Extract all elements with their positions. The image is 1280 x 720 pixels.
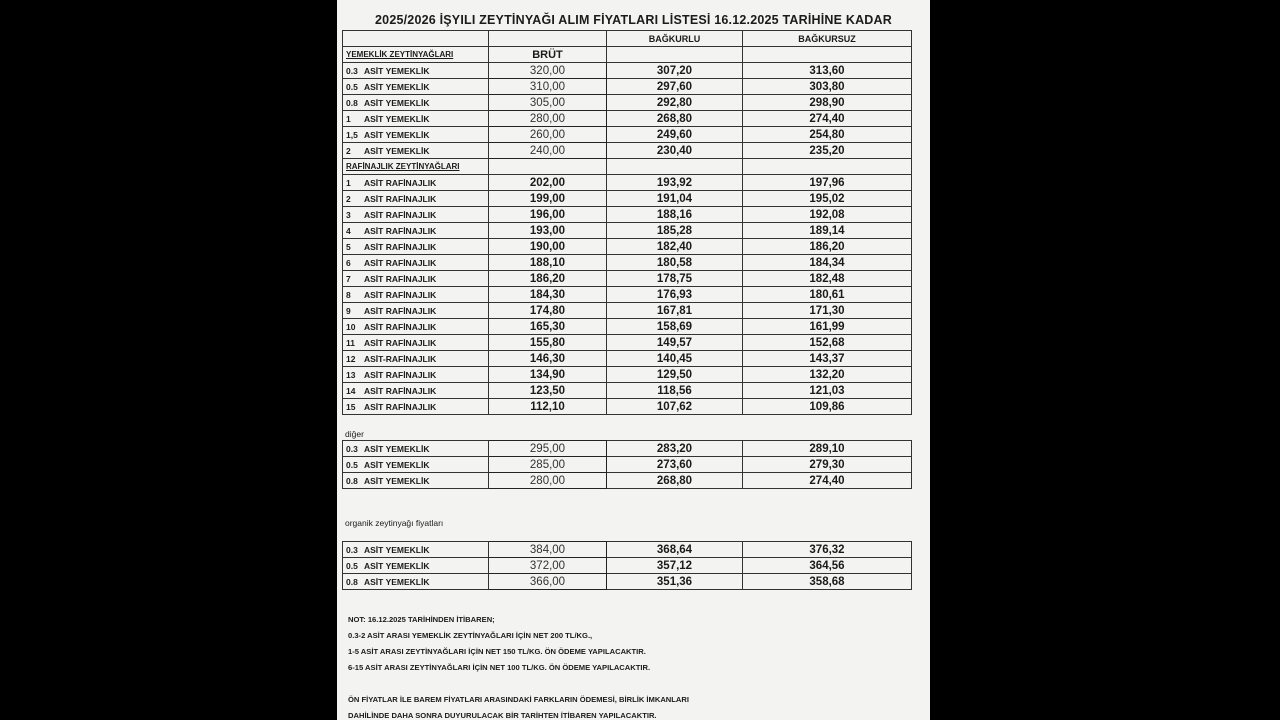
acid-value: 9 xyxy=(346,305,351,316)
bagkursuz-header: BAĞKURSUZ xyxy=(743,31,912,47)
acid-value: 2 xyxy=(346,193,351,204)
acid-value: 13 xyxy=(346,369,356,380)
acid-type-cell xyxy=(343,335,489,351)
acid-type-cell xyxy=(343,175,489,191)
bagkursuz-price-cell: 289,10 xyxy=(743,441,912,457)
bagkursuz-price-cell: 161,99 xyxy=(743,319,912,335)
bagkurlu-price-cell: 107,62 xyxy=(607,399,743,415)
bagkursuz-price-cell: 303,80 xyxy=(743,79,912,95)
brut-price-cell: 112,10 xyxy=(489,399,607,415)
acid-type-cell xyxy=(343,287,489,303)
brut-price-cell: 202,00 xyxy=(489,175,607,191)
page-title: 2025/2026 İŞYILI ZEYTİNYAĞI ALIM FİYATLARI LİSTESİ 16.12.2025 TARİHİNE KADAR xyxy=(375,13,892,27)
acid-value: 10 xyxy=(346,321,356,332)
acid-value: 14 xyxy=(346,385,356,396)
bagkurlu-price-cell: 140,45 xyxy=(607,351,743,367)
acid-value: 12 xyxy=(346,353,356,364)
acid-value: 0.3 xyxy=(346,544,358,555)
bagkurlu-price-cell: 230,40 xyxy=(607,143,743,159)
acid-type-cell xyxy=(343,271,489,287)
bagkurlu-header: BAĞKURLU xyxy=(607,31,743,47)
section-rafinajlik: RAFİNAJLIK ZEYTİNYAĞLARI xyxy=(343,159,489,175)
bagkurlu-price-cell: 118,56 xyxy=(607,383,743,399)
bagkursuz-price-cell: 358,68 xyxy=(743,574,912,590)
acid-value: 0.5 xyxy=(346,560,358,571)
bagkursuz-price-cell: 189,14 xyxy=(743,223,912,239)
brut-price-cell: 372,00 xyxy=(489,558,607,574)
brut-price-cell: 285,00 xyxy=(489,457,607,473)
oil-type-label: ASİT RAFİNAJLIK xyxy=(364,369,437,380)
note-line: NOT: 16.12.2025 TARİHİNDEN İTİBAREN; xyxy=(348,615,495,624)
table-row xyxy=(343,223,912,239)
acid-value: 0.3 xyxy=(346,443,358,454)
main-price-table xyxy=(342,30,912,415)
bagkurlu-price-cell: 292,80 xyxy=(607,95,743,111)
bagkursuz-price-cell: 186,20 xyxy=(743,239,912,255)
acid-type-cell xyxy=(343,441,489,457)
acid-value: 6 xyxy=(346,257,351,268)
oil-type-label: ASİT RAFİNAJLIK xyxy=(364,385,437,396)
acid-value: 0.8 xyxy=(346,97,358,108)
price-list-document xyxy=(337,0,930,720)
bagkursuz-price-cell: 364,56 xyxy=(743,558,912,574)
bagkursuz-price-cell: 195,02 xyxy=(743,191,912,207)
acid-value: 3 xyxy=(346,209,351,220)
brut-price-cell: 199,00 xyxy=(489,191,607,207)
bagkurlu-price-cell: 249,60 xyxy=(607,127,743,143)
note-line: DAHİLİNDE DAHA SONRA DUYURULACAK BİR TARİHTEN İTİBAREN YAPILACAKTIR. xyxy=(348,711,657,720)
table-row xyxy=(343,271,912,287)
acid-type-cell xyxy=(343,79,489,95)
oil-type-label: ASİT YEMEKLİK xyxy=(364,576,430,587)
brut-price-cell: 240,00 xyxy=(489,143,607,159)
bagkurlu-price-cell: 129,50 xyxy=(607,367,743,383)
oil-type-label: ASİT RAFİNAJLIK xyxy=(364,257,437,268)
bagkurlu-price-cell: 182,40 xyxy=(607,239,743,255)
notes-block xyxy=(348,612,689,720)
header-row-top xyxy=(343,31,912,47)
brut-price-cell: 193,00 xyxy=(489,223,607,239)
acid-value: 11 xyxy=(346,337,355,348)
acid-type-cell xyxy=(343,574,489,590)
acid-value: 4 xyxy=(346,225,351,236)
bagkurlu-price-cell: 180,58 xyxy=(607,255,743,271)
acid-value: 0.5 xyxy=(346,81,358,92)
table-row xyxy=(343,255,912,271)
acid-type-cell xyxy=(343,207,489,223)
brut-price-cell: 196,00 xyxy=(489,207,607,223)
acid-type-cell xyxy=(343,95,489,111)
bagkursuz-price-cell: 184,34 xyxy=(743,255,912,271)
bagkurlu-price-cell: 357,12 xyxy=(607,558,743,574)
table-row xyxy=(343,127,912,143)
acid-type-cell xyxy=(343,473,489,489)
oil-type-label: ASİT YEMEKLİK xyxy=(364,560,430,571)
bagkurlu-price-cell: 273,60 xyxy=(607,457,743,473)
table-row xyxy=(343,351,912,367)
table-row xyxy=(343,303,912,319)
bagkurlu-price-cell: 167,81 xyxy=(607,303,743,319)
acid-type-cell xyxy=(343,399,489,415)
diger-rows xyxy=(343,441,912,489)
acid-type-cell xyxy=(343,239,489,255)
brut-price-cell: 310,00 xyxy=(489,79,607,95)
header-row-yemeklik xyxy=(343,47,912,63)
oil-type-label: ASİT RAFİNAJLIK xyxy=(364,337,437,348)
bagkursuz-price-cell: 376,32 xyxy=(743,542,912,558)
bagkurlu-price-cell: 268,80 xyxy=(607,111,743,127)
table-row xyxy=(343,367,912,383)
brut-price-cell: 184,30 xyxy=(489,287,607,303)
brut-price-cell: 174,80 xyxy=(489,303,607,319)
yemeklik-rows xyxy=(343,63,912,159)
bagkurlu-price-cell: 149,57 xyxy=(607,335,743,351)
acid-type-cell xyxy=(343,558,489,574)
brut-header: BRÜT xyxy=(489,47,607,63)
note-line: 6-15 ASİT ARASI ZEYTİNYAĞLARI İÇİN NET 100 TL/KG. ÖN ÖDEME YAPILACAKTIR. xyxy=(348,663,651,672)
oil-type-label: ASİT YEMEKLİK xyxy=(364,113,430,124)
bagkursuz-price-cell: 109,86 xyxy=(743,399,912,415)
table-row xyxy=(343,383,912,399)
table-row xyxy=(343,191,912,207)
table-row xyxy=(343,79,912,95)
section-organik: organik zeytinyağı fiyatları xyxy=(345,518,444,528)
oil-type-label: ASİT YEMEKLİK xyxy=(364,65,430,76)
acid-type-cell xyxy=(343,191,489,207)
oil-type-label: ASİT YEMEKLİK xyxy=(364,443,430,454)
acid-type-cell xyxy=(343,383,489,399)
bagkursuz-price-cell: 171,30 xyxy=(743,303,912,319)
bagkurlu-price-cell: 297,60 xyxy=(607,79,743,95)
bagkursuz-price-cell: 274,40 xyxy=(743,473,912,489)
brut-price-cell: 366,00 xyxy=(489,574,607,590)
oil-type-label: ASİT YEMEKLİK xyxy=(364,129,430,140)
oil-type-label: ASİT RAFİNAJLIK xyxy=(364,225,437,236)
oil-type-label: ASİT RAFİNAJLIK xyxy=(364,305,437,316)
bagkursuz-price-cell: 254,80 xyxy=(743,127,912,143)
acid-type-cell xyxy=(343,143,489,159)
bagkurlu-price-cell: 158,69 xyxy=(607,319,743,335)
brut-price-cell: 146,30 xyxy=(489,351,607,367)
acid-type-cell xyxy=(343,542,489,558)
table-row xyxy=(343,473,912,489)
bagkurlu-price-cell: 368,64 xyxy=(607,542,743,558)
brut-price-cell: 123,50 xyxy=(489,383,607,399)
bagkursuz-price-cell: 235,20 xyxy=(743,143,912,159)
brut-price-cell: 134,90 xyxy=(489,367,607,383)
section-diger: diğer xyxy=(345,429,364,439)
bagkursuz-price-cell: 121,03 xyxy=(743,383,912,399)
acid-value: 1 xyxy=(346,177,351,188)
table-row xyxy=(343,63,912,79)
oil-type-label: ASİT RAFİNAJLIK xyxy=(364,193,437,204)
bagkursuz-price-cell: 192,08 xyxy=(743,207,912,223)
table-row xyxy=(343,239,912,255)
oil-type-label: ASİT RAFİNAJLIK xyxy=(364,241,437,252)
table-row xyxy=(343,175,912,191)
acid-type-cell xyxy=(343,63,489,79)
acid-value: 2 xyxy=(346,145,351,156)
acid-value: 1 xyxy=(346,113,351,124)
brut-price-cell: 165,30 xyxy=(489,319,607,335)
bagkursuz-price-cell: 132,20 xyxy=(743,367,912,383)
oil-type-label: ASİT RAFİNAJLIK xyxy=(364,177,437,188)
oil-type-label: ASİT YEMEKLİK xyxy=(364,97,430,108)
note-line: 1-5 ASİT ARASI ZEYTİNYAĞLARI İÇİN NET 150 TL/KG. ÖN ÖDEME YAPILACAKTIR. xyxy=(348,647,646,656)
table-row xyxy=(343,287,912,303)
oil-type-label: ASİT RAFİNAJLIK xyxy=(364,273,437,284)
bagkursuz-price-cell: 197,96 xyxy=(743,175,912,191)
acid-value: 0.3 xyxy=(346,65,358,76)
bagkurlu-price-cell: 283,20 xyxy=(607,441,743,457)
acid-value: 0.5 xyxy=(346,459,358,470)
brut-price-cell: 155,80 xyxy=(489,335,607,351)
acid-type-cell xyxy=(343,223,489,239)
acid-value: 5 xyxy=(346,241,351,252)
brut-price-cell: 186,20 xyxy=(489,271,607,287)
acid-value: 1,5 xyxy=(346,129,358,140)
table-row xyxy=(343,335,912,351)
acid-type-cell xyxy=(343,367,489,383)
acid-type-cell xyxy=(343,351,489,367)
oil-type-label: ASİT RAFİNAJLIK xyxy=(364,209,437,220)
oil-type-label: ASİT RAFİNAJLIK xyxy=(364,401,437,412)
note-line: ÖN FİYATLAR İLE BAREM FİYATLARI ARASINDAKİ FARKLARIN ÖDEMESİ, BİRLİK İMKANLARI xyxy=(348,695,690,704)
bagkursuz-price-cell: 180,61 xyxy=(743,287,912,303)
bagkursuz-price-cell: 152,68 xyxy=(743,335,912,351)
acid-value: 0.8 xyxy=(346,576,358,587)
bagkursuz-price-cell: 143,37 xyxy=(743,351,912,367)
section-yemeklik: YEMEKLİK ZEYTİNYAĞLARI xyxy=(343,47,489,63)
brut-price-cell: 190,00 xyxy=(489,239,607,255)
bagkursuz-price-cell: 182,48 xyxy=(743,271,912,287)
table-row xyxy=(343,95,912,111)
bagkurlu-price-cell: 185,28 xyxy=(607,223,743,239)
note-line: 0.3-2 ASİT ARASI YEMEKLİK ZEYTİNYAĞLARI İÇİN NET 200 TL/KG., xyxy=(348,631,593,640)
oil-type-label: ASİT YEMEKLİK xyxy=(364,145,430,156)
acid-type-cell xyxy=(343,127,489,143)
table-row xyxy=(343,542,912,558)
bagkurlu-price-cell: 268,80 xyxy=(607,473,743,489)
bagkursuz-price-cell: 279,30 xyxy=(743,457,912,473)
oil-type-label: ASİT YEMEKLİK xyxy=(364,81,430,92)
organik-price-table xyxy=(342,541,912,590)
section-row-rafinajlik xyxy=(343,159,912,175)
acid-type-cell xyxy=(343,111,489,127)
table-row xyxy=(343,143,912,159)
acid-type-cell xyxy=(343,255,489,271)
bagkurlu-price-cell: 176,93 xyxy=(607,287,743,303)
acid-value: 7 xyxy=(346,273,351,284)
bagkurlu-price-cell: 188,16 xyxy=(607,207,743,223)
table-row xyxy=(343,441,912,457)
oil-type-label: ASİT YEMEKLİK xyxy=(364,544,430,555)
bagkursuz-price-cell: 298,90 xyxy=(743,95,912,111)
brut-price-cell: 260,00 xyxy=(489,127,607,143)
oil-type-label: ASİT YEMEKLİK xyxy=(364,475,430,486)
oil-type-label: ASİT RAFİNAJLIK xyxy=(364,289,437,300)
table-row xyxy=(343,457,912,473)
table-row xyxy=(343,558,912,574)
acid-type-cell xyxy=(343,457,489,473)
table-row xyxy=(343,399,912,415)
brut-price-cell: 280,00 xyxy=(489,473,607,489)
bagkurlu-price-cell: 191,04 xyxy=(607,191,743,207)
brut-price-cell: 384,00 xyxy=(489,542,607,558)
brut-price-cell: 305,00 xyxy=(489,95,607,111)
table-row xyxy=(343,574,912,590)
acid-value: 0.8 xyxy=(346,475,358,486)
bagkurlu-price-cell: 193,92 xyxy=(607,175,743,191)
brut-price-cell: 280,00 xyxy=(489,111,607,127)
diger-price-table xyxy=(342,440,912,489)
bagkurlu-price-cell: 307,20 xyxy=(607,63,743,79)
oil-type-label: ASİT-RAFİNAJLIK xyxy=(364,353,437,364)
oil-type-label: ASİT YEMEKLİK xyxy=(364,459,430,470)
bagkursuz-price-cell: 274,40 xyxy=(743,111,912,127)
table-row xyxy=(343,111,912,127)
brut-price-cell: 320,00 xyxy=(489,63,607,79)
acid-type-cell xyxy=(343,303,489,319)
table-row xyxy=(343,207,912,223)
brut-price-cell: 188,10 xyxy=(489,255,607,271)
acid-value: 15 xyxy=(346,401,356,412)
bagkurlu-price-cell: 178,75 xyxy=(607,271,743,287)
oil-type-label: ASİT RAFİNAJLIK xyxy=(364,321,437,332)
rafinajlik-rows xyxy=(343,175,912,415)
organik-rows xyxy=(343,542,912,590)
table-row xyxy=(343,319,912,335)
brut-price-cell: 295,00 xyxy=(489,441,607,457)
acid-value: 8 xyxy=(346,289,351,300)
bagkurlu-price-cell: 351,36 xyxy=(607,574,743,590)
bagkursuz-price-cell: 313,60 xyxy=(743,63,912,79)
acid-type-cell xyxy=(343,319,489,335)
